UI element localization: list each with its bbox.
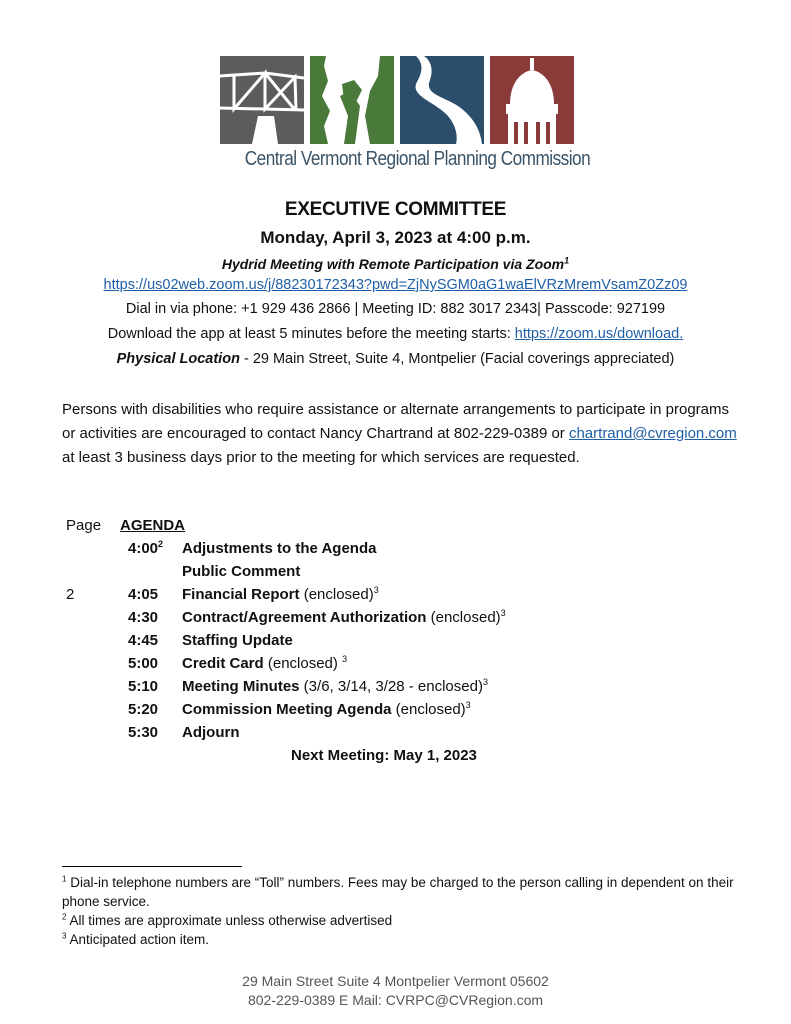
next-meeting-row xyxy=(62,744,662,767)
footnote-ref: 3 xyxy=(373,585,379,595)
zoom-meeting-link[interactable]: https://us02web.zoom.us/j/88230172343?pwd=ZjNySGM0aG1waElVRzMremVsamZ0Zz09 xyxy=(103,277,688,293)
agenda-item xyxy=(62,721,662,744)
download-text: Download the app at least 5 minutes before the meeting starts: xyxy=(107,326,515,342)
footnote-ref: 2 xyxy=(158,539,164,549)
agenda-item xyxy=(62,583,662,606)
org-name: Central Vermont Regional Planning Commission xyxy=(244,148,591,170)
agenda-time-value: 4:05 xyxy=(128,586,159,603)
physical-location-label: Physical Location xyxy=(116,351,240,367)
footer-address: 29 Main Street Suite 4 Montpelier Vermont 05602 xyxy=(242,973,549,989)
footnote xyxy=(62,873,742,911)
footnote-ref: 3 xyxy=(482,677,488,687)
agenda-item-title: Public Comment xyxy=(182,563,301,580)
agenda-time xyxy=(128,629,176,652)
next-meeting: Next Meeting: May 1, 2023 xyxy=(291,747,477,764)
agenda-item-text xyxy=(182,675,488,698)
footnote xyxy=(62,930,742,949)
agenda-item xyxy=(62,629,662,652)
agenda-time xyxy=(128,652,176,675)
accessibility-text-end: at least 3 business days prior to the meeting for which services are requested. xyxy=(62,449,580,466)
agenda-item xyxy=(62,675,662,698)
agenda-item-title: Commission Meeting Agenda xyxy=(182,701,392,718)
river-icon xyxy=(400,56,484,144)
agenda-item-text xyxy=(182,537,376,560)
vermont-map-icon xyxy=(310,56,394,144)
zoom-download-link[interactable]: https://zoom.us/download. xyxy=(514,326,684,342)
agenda-item-note: (3/6, 3/14, 3/28 - enclosed) xyxy=(299,678,483,695)
agenda-item-note: (enclosed) xyxy=(391,701,466,718)
agenda-page: 2 xyxy=(66,586,75,603)
agenda-time xyxy=(128,675,176,698)
accessibility-notice xyxy=(62,398,742,470)
footnote-divider xyxy=(62,866,242,867)
agenda-item-text xyxy=(182,652,347,675)
hybrid-text: Hydrid Meeting with Remote Participation via Zoom xyxy=(221,256,565,272)
agenda-item-text xyxy=(182,721,240,744)
agenda-item xyxy=(62,652,662,675)
agenda-time xyxy=(128,698,176,721)
footnote-number: 1 xyxy=(62,874,67,884)
footnote-ref: 3 xyxy=(342,654,348,664)
footnote-ref: 1 xyxy=(564,255,570,266)
agenda-time xyxy=(128,583,176,606)
footnote-text: All times are approximate unless otherwise advertised xyxy=(66,913,393,928)
agenda-time-value: 4:30 xyxy=(128,609,159,626)
agenda-item-title: Adjourn xyxy=(182,724,240,741)
agenda-time xyxy=(128,537,176,560)
agenda-item-text xyxy=(182,583,379,606)
agenda-item-text xyxy=(182,698,471,721)
agenda-item-title: Financial Report xyxy=(182,586,300,603)
agenda-item-text xyxy=(182,606,506,629)
agenda-item-title: Contract/Agreement Authorization xyxy=(182,609,427,626)
page-column-header: Page xyxy=(66,517,102,534)
agenda-item-title: Staffing Update xyxy=(182,632,293,649)
agenda-time-value: 5:10 xyxy=(128,678,159,695)
email-link[interactable]: chartrand@cvregion.com xyxy=(568,425,737,442)
agenda-time xyxy=(128,606,176,629)
footnote xyxy=(62,911,742,930)
footnote-ref: 3 xyxy=(465,700,471,710)
meeting-date: Monday, April 3, 2023 at 4:00 p.m. xyxy=(260,228,531,247)
agenda-item-text xyxy=(182,560,300,583)
agenda-time-value: 5:30 xyxy=(128,724,159,741)
footnotes xyxy=(62,873,742,949)
agenda-item xyxy=(62,698,662,721)
agenda-item xyxy=(62,537,662,560)
agenda-time-value: 4:45 xyxy=(128,632,159,649)
agenda-item-note: (enclosed) xyxy=(263,655,343,672)
physical-location xyxy=(0,351,791,367)
agenda-item-text xyxy=(182,629,293,652)
agenda-title: AGENDA xyxy=(120,517,186,534)
footnote-text: Anticipated action item. xyxy=(66,932,210,947)
agenda-time xyxy=(128,721,176,744)
agenda-header-row xyxy=(62,514,662,537)
agenda-item-title: Credit Card xyxy=(182,655,264,672)
agenda-item xyxy=(62,560,662,583)
committee-title: EXECUTIVE COMMITTEE xyxy=(284,199,507,220)
agenda-time-value: 5:00 xyxy=(128,655,159,672)
physical-location-text: - 29 Main Street, Suite 4, Montpelier (Facial coverings appreciated) xyxy=(239,351,675,367)
download-note xyxy=(0,326,791,342)
agenda-item-note: (enclosed) xyxy=(426,609,501,626)
footnote-number: 3 xyxy=(62,931,67,941)
dial-in-info: Dial in via phone: +1 929 436 2866 | Meeting ID: 882 3017 2343| Passcode: 927199 xyxy=(125,301,666,317)
footnote-number: 2 xyxy=(62,912,67,922)
footer-contact: 802-229-0389 E Mail: CVRPC@CVRegion.com xyxy=(247,992,544,1008)
footnote-ref: 3 xyxy=(500,608,506,618)
capitol-dome-icon xyxy=(490,56,574,144)
agenda-item xyxy=(62,606,662,629)
bridge-icon xyxy=(220,56,304,144)
hybrid-meeting-note xyxy=(0,256,791,272)
agenda-item-title: Meeting Minutes xyxy=(182,678,300,695)
agenda-item-note: (enclosed) xyxy=(299,586,374,603)
agenda-item-title: Adjustments to the Agenda xyxy=(182,540,377,557)
agenda-time-value: 5:20 xyxy=(128,701,159,718)
agenda-time-value: 4:00 xyxy=(128,540,159,557)
accessibility-text: Persons with disabilities who require assistance or alternate arrangements to participate in programs or activities are encouraged to contact Nancy Chartrand at 802-229-0389 or xyxy=(62,401,729,442)
cvrpc-logo xyxy=(220,56,574,144)
agenda xyxy=(62,514,662,767)
footnote-text: Dial-in telephone numbers are “Toll” numbers. Fees may be charged to the person calling in dependent on their phone service. xyxy=(62,875,734,909)
